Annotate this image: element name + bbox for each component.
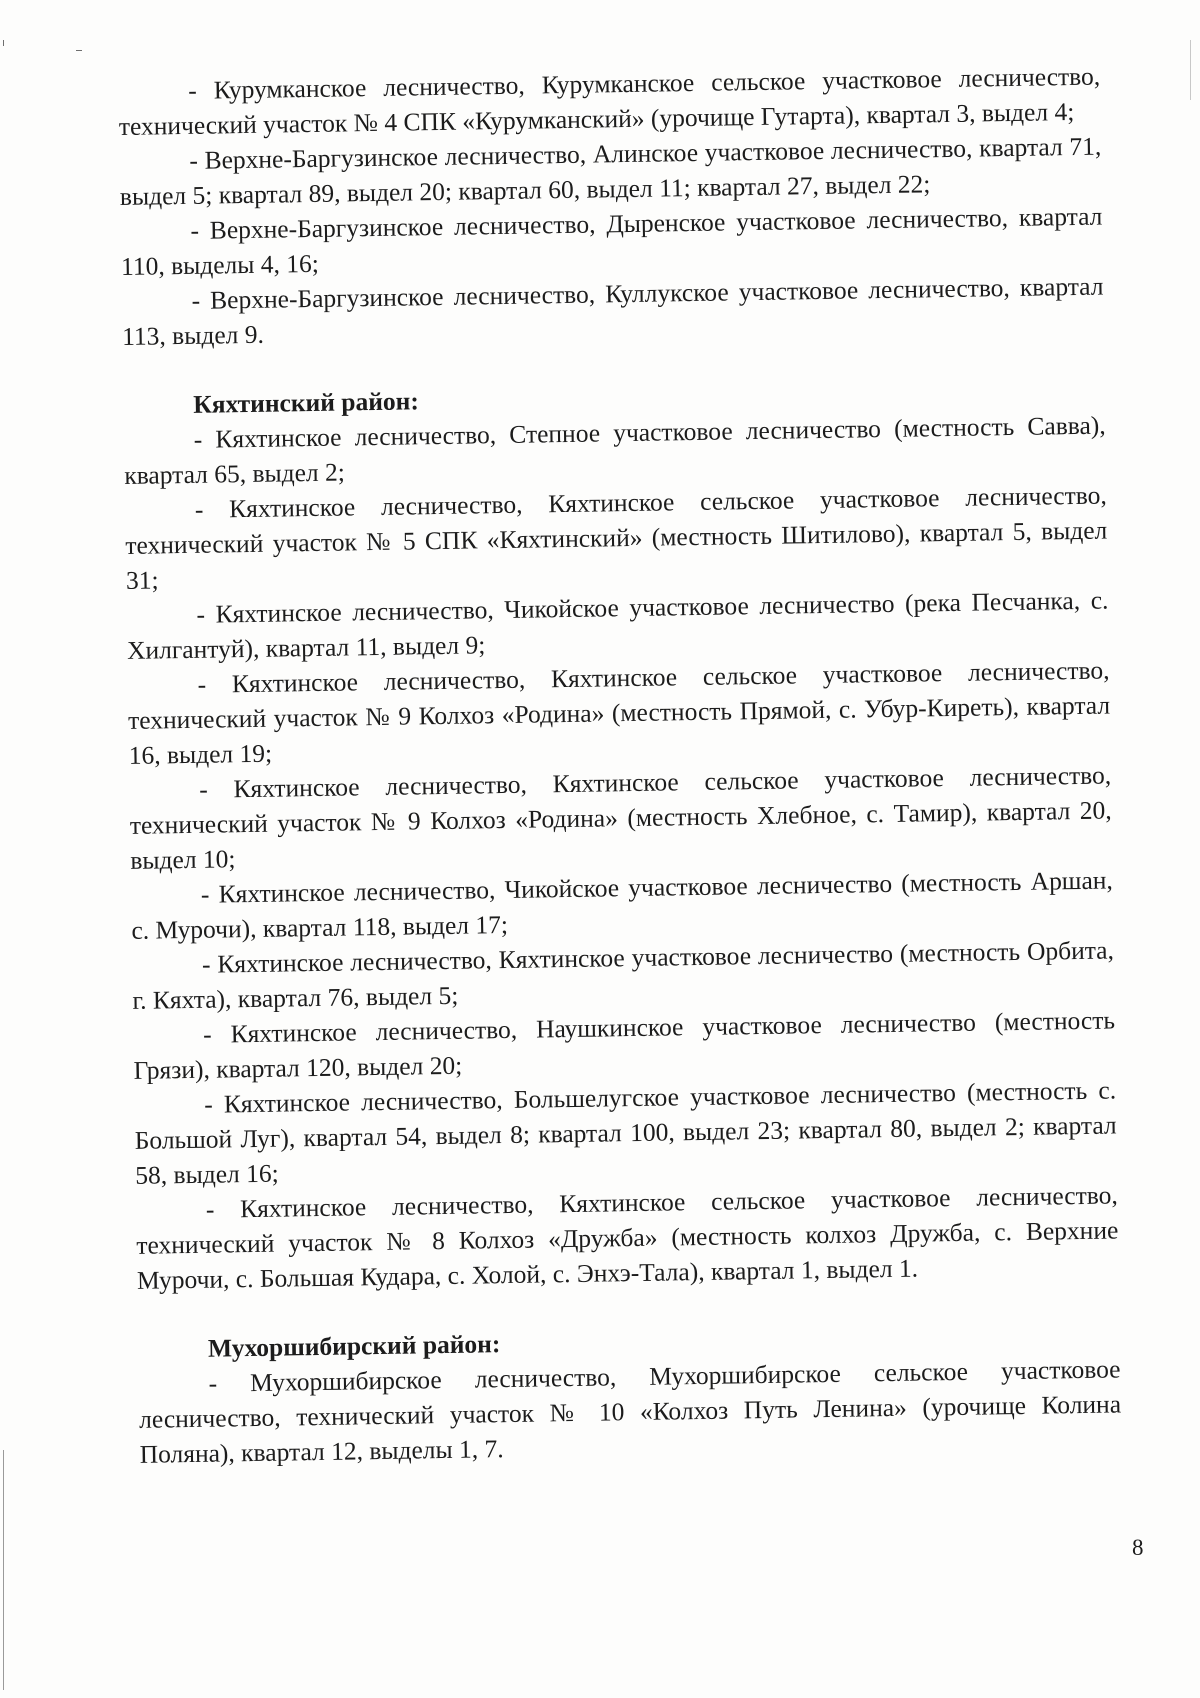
page-number: 8 bbox=[1132, 1535, 1144, 1560]
scan-artifact-mark bbox=[3, 40, 4, 46]
section-mukhorshibir-district bbox=[138, 1316, 1122, 1471]
list-item: - Верхне-Баргузинское лесничество, Алинское участковое лесничество, квартал 71, выдел 5; квартал 89, выдел 20; квартал 60, выдел 11; квартал 27, выдел 22; bbox=[119, 131, 1102, 211]
document-body bbox=[118, 59, 1122, 1472]
list-item: - Кяхтинское лесничество, Кяхтинское сельское участковое лесничество, технический участок № 8 Колхоз «Дружба» (местность колхоз Дружба, с. Верхние Мурочи, с. Большая Кудара, с. Холой, с. Энхэ-Тала), квартал 1, выдел 1. bbox=[136, 1180, 1119, 1295]
scan-artifact-dash bbox=[76, 50, 82, 51]
list-item: - Кяхтинское лесничество, Наушкинское участковое лесничество (местность Грязи), квартал 120, выдел 20; bbox=[133, 1005, 1116, 1085]
list-item: - Кяхтинское лесничество, Кяхтинское участковое лесничество (местность Орбита, г. Кяхта), квартал 76, выдел 5; bbox=[132, 935, 1115, 1015]
list-item: - Кяхтинское лесничество, Кяхтинское сельское участковое лесничество, технический участок № 9 Колхоз «Родина» (местность Прямой, с. Убур-Киреть), квартал 16, выдел 19; bbox=[127, 655, 1111, 770]
list-item: - Кяхтинское лесничество, Большелугское участковое лесничество (местность с. Большой Луг), квартал 54, выдел 8; квартал 100, выдел 23; квартал 80, выдел 2; квартал 58, выдел 16; bbox=[134, 1075, 1117, 1190]
list-item: - Верхне-Баргузинское лесничество, Куллукское участковое лесничество, квартал 113, выдел 9. bbox=[121, 271, 1104, 351]
list-item: - Кяхтинское лесничество, Чикойское участковое лесничество (местность Аршан, с. Мурочи), квартал 118, выдел 17; bbox=[131, 865, 1114, 945]
list-item: - Кяхтинское лесничество, Степное участковое лесничество (местность Савва), квартал 65, выдел 2; bbox=[124, 410, 1106, 490]
section-heading: Мухоршибирский район: bbox=[207, 1329, 501, 1363]
scan-artifact-right-edge bbox=[1190, 40, 1191, 100]
list-item: - Верхне-Баргузинское лесничество, Дыренское участковое лесничество, квартал 110, выделы 4, 16; bbox=[120, 201, 1103, 281]
list-item: - Кяхтинское лесничество, Чикойское участковое лесничество (река Песчанка, с. Хилгантуй), квартал 11, выдел 9; bbox=[126, 585, 1109, 665]
section-heading: Кяхтинский район: bbox=[192, 386, 420, 419]
section-kurumkan-barguzin bbox=[118, 59, 1104, 354]
list-item: - Курумканское лесничество, Курумканское сельское участковое лесничество, технический участок № 4 СПК «Курумканский» (урочище Гутарта), квартал 3, выдел 4; bbox=[118, 61, 1101, 141]
section-kyakhta-district bbox=[123, 373, 1119, 1298]
scan-artifact-left-edge bbox=[3, 1450, 4, 1690]
list-item: - Мухоршибирское лесничество, Мухоршибирское сельское участковое лесничество, технический участок № 10 «Колхоз Путь Ленина» (урочище Колина Поляна), квартал 12, выделы 1, 7. bbox=[138, 1354, 1122, 1469]
list-item: - Кяхтинское лесничество, Кяхтинское сельское участковое лесничество, технический участок № 5 СПК «Кяхтинский» (местность Шитилово), квартал 5, выдел 31; bbox=[125, 480, 1108, 595]
list-item: - Кяхтинское лесничество, Кяхтинское сельское участковое лесничество, технический участок № 9 Колхоз «Родина» (местность Хлебное, с. Тамир), квартал 20, выдел 10; bbox=[129, 760, 1112, 875]
